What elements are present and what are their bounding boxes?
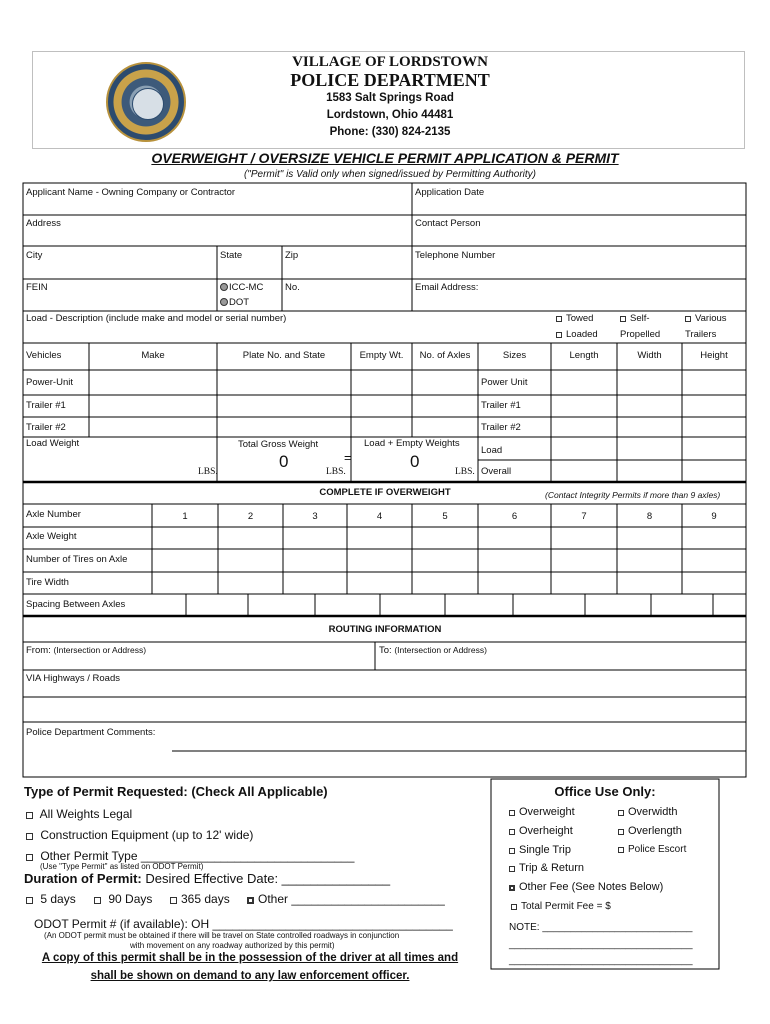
vehicle-row-trailer-2: Trailer #2 [26, 422, 66, 433]
number-label: No. [285, 282, 300, 293]
city-label: City [26, 250, 43, 261]
office-overweight[interactable]: Overweight [509, 806, 575, 818]
size-row-trailer-1: Trailer #1 [481, 400, 521, 411]
permit-other[interactable]: Other Permit Type ________________________________ [26, 849, 354, 863]
lbs-label-2: LBS. [326, 467, 346, 477]
via-label: VIA Highways / Roads [26, 673, 120, 684]
form-title: OVERWEIGHT / OVERSIZE VEHICLE PERMIT APPLICATION & PERMIT [151, 150, 619, 166]
village-name: VILLAGE OF LORDSTOWN [292, 54, 488, 70]
permit-all-weights[interactable]: All Weights Legal [26, 807, 132, 821]
office-overlength[interactable]: Overlength [618, 825, 682, 837]
load-empty-label: Load + Empty Weights [364, 438, 460, 449]
axle-5: 5 [442, 511, 448, 522]
copy-notice-2: shall be shown on demand to any law enforcement officer. [90, 970, 410, 982]
applicant-name-label: Applicant Name - Owning Company or Contractor [26, 187, 236, 198]
zip-label: Zip [285, 250, 299, 261]
axle-number-label: Axle Number [26, 509, 81, 520]
office-overwidth[interactable]: Overwidth [618, 806, 678, 818]
axle-2: 2 [247, 511, 254, 522]
vehicle-row-trailer-1: Trailer #1 [26, 400, 66, 411]
checkbox-icon[interactable] [620, 316, 626, 322]
application-date-label: Application Date [415, 187, 485, 198]
routing-title: ROUTING INFORMATION [328, 624, 442, 635]
overweight-section-title: COMPLETE IF OVERWEIGHT [319, 487, 451, 498]
duration-other[interactable]: Other _______________________ [247, 892, 445, 906]
dot-option[interactable]: DOT [220, 297, 249, 309]
to-label: To: (Intersection or Address) [379, 645, 487, 656]
email-label: Email Address: [415, 282, 479, 293]
tire-width-label: Tire Width [26, 577, 69, 588]
state-label: State [220, 250, 243, 261]
make-header: Make [141, 350, 165, 361]
checkbox-icon[interactable] [618, 810, 624, 816]
permit-type-title: Type of Permit Requested: (Check All Applicable) [24, 784, 328, 799]
permit-construction[interactable]: Construction Equipment (up to 12' wide) [26, 828, 253, 842]
checkbox-icon[interactable] [556, 332, 562, 338]
office-police-escort[interactable]: Police Escort [618, 844, 686, 855]
duration-90-days[interactable]: 90 Days [94, 892, 152, 906]
office-overheight[interactable]: Overheight [509, 825, 573, 837]
checkbox-icon[interactable] [509, 848, 515, 854]
axles-header: No. of Axles [419, 350, 471, 361]
checkbox-icon[interactable] [170, 897, 177, 904]
lbs-label-3: LBS. [455, 467, 475, 477]
height-header: Height [700, 350, 728, 361]
comments-label: Police Department Comments: [26, 727, 156, 738]
axle-weight-label: Axle Weight [26, 531, 77, 542]
fein-label: FEIN [26, 282, 48, 293]
address-line-2: Lordstown, Ohio 44481 [326, 109, 454, 121]
icc-radio-icon[interactable] [220, 283, 228, 291]
checkbox-icon[interactable] [685, 316, 691, 322]
empty-wt-header: Empty Wt. [359, 350, 404, 361]
office-other-fee[interactable]: Other Fee (See Notes Below) [509, 881, 663, 893]
self-propelled-label-2: Propelled [620, 329, 661, 340]
duration-line: Duration of Permit: Desired Effective Date: _______________ [24, 871, 391, 886]
odot-note-2: with movement on any roadway authorized by this permit) [130, 941, 335, 950]
office-total-fee[interactable]: Total Permit Fee = $ [511, 901, 611, 912]
checkbox-icon[interactable] [618, 847, 624, 853]
icc-mc-option[interactable]: ICC-MC [220, 282, 263, 294]
checkbox-icon[interactable] [26, 833, 33, 840]
size-row-overall: Overall [481, 466, 512, 477]
lbs-label-1: LBS. [198, 467, 218, 477]
address-label: Address [26, 218, 61, 229]
axle-7: 7 [581, 511, 587, 522]
plate-header: Plate No. and State [242, 350, 326, 361]
duration-365-days[interactable]: 365 days [170, 892, 230, 906]
odot-note-1: (An ODOT permit must be obtained if there will be travel on State controlled roadways in conjunction [44, 931, 400, 940]
checkbox-icon[interactable] [509, 885, 515, 891]
axle-9: 9 [711, 511, 717, 522]
phone-line: Phone: (330) 824-2135 [329, 126, 451, 138]
various-trailers-option[interactable]: Various [685, 313, 727, 325]
office-note-line-3: _________________________________ [509, 955, 693, 966]
checkbox-icon[interactable] [509, 810, 515, 816]
length-header: Length [569, 350, 599, 361]
tires-label: Number of Tires on Axle [26, 554, 128, 565]
various-trailers-label-2: Trailers [685, 329, 717, 340]
form-subtitle: ("Permit" is Valid only when signed/issued by Permitting Authority) [243, 169, 537, 180]
size-row-power-unit: Power Unit [481, 377, 528, 388]
checkbox-icon[interactable] [94, 897, 101, 904]
sizes-header: Sizes [502, 350, 527, 361]
load-weight-label: Load Weight [26, 438, 80, 449]
contact-person-label: Contact Person [415, 218, 481, 229]
load-description-label: Load - Description (include make and model or serial number) [26, 313, 287, 324]
checkbox-icon[interactable] [556, 316, 562, 322]
self-propelled-option[interactable]: Self- [620, 313, 650, 325]
size-row-trailer-2: Trailer #2 [481, 422, 521, 433]
axle-3: 3 [312, 511, 318, 522]
checkbox-icon[interactable] [618, 829, 624, 835]
axle-1: 1 [182, 511, 188, 522]
telephone-label: Telephone Number [415, 250, 496, 261]
axle-8: 8 [646, 511, 653, 522]
department-name: POLICE DEPARTMENT [290, 70, 490, 90]
checkbox-icon[interactable] [247, 897, 254, 904]
address-line-1: 1583 Salt Springs Road [326, 92, 454, 104]
overweight-note: (Contact Integrity Permits if more than 9 axles) [545, 490, 721, 500]
spacing-label: Spacing Between Axles [26, 599, 126, 610]
vehicles-header: Vehicles [26, 350, 62, 361]
checkbox-icon[interactable] [511, 904, 517, 910]
equals-sign: = [344, 450, 352, 465]
duration-5-days[interactable]: 5 days [26, 892, 76, 906]
total-gross-label: Total Gross Weight [238, 439, 319, 450]
office-note-line: NOTE: ___________________________ [509, 922, 693, 933]
office-trip-return[interactable]: Trip & Return [509, 862, 584, 874]
towed-option[interactable]: Towed [556, 313, 593, 325]
odot-permit-line: ODOT Permit # (if available): OH ____________________________________ [34, 917, 453, 931]
office-use-title: Office Use Only: [554, 784, 656, 799]
width-header: Width [637, 350, 662, 361]
total-gross-value: 0 [279, 452, 289, 471]
loaded-option[interactable]: Loaded [556, 329, 598, 341]
dot-radio-icon[interactable] [220, 298, 228, 306]
vehicle-row-power-unit: Power-Unit [26, 377, 73, 388]
office-single-trip[interactable]: Single Trip [509, 844, 571, 856]
from-label: From: (Intersection or Address) [26, 645, 147, 656]
checkbox-icon[interactable] [509, 829, 515, 835]
checkbox-icon[interactable] [26, 812, 33, 819]
permit-other-hint: (Use "Type Permit" as listed on ODOT Permit) [40, 862, 204, 871]
load-empty-value: 0 [410, 452, 420, 471]
office-note-line-2: _________________________________ [509, 939, 693, 950]
checkbox-icon[interactable] [26, 854, 33, 861]
axle-4: 4 [376, 511, 383, 522]
copy-notice-1: A copy of this permit shall be in the possession of the driver at all times and [41, 952, 459, 964]
checkbox-icon[interactable] [509, 866, 515, 872]
checkbox-icon[interactable] [26, 897, 33, 904]
size-row-load: Load [481, 445, 503, 456]
axle-6: 6 [511, 511, 518, 522]
